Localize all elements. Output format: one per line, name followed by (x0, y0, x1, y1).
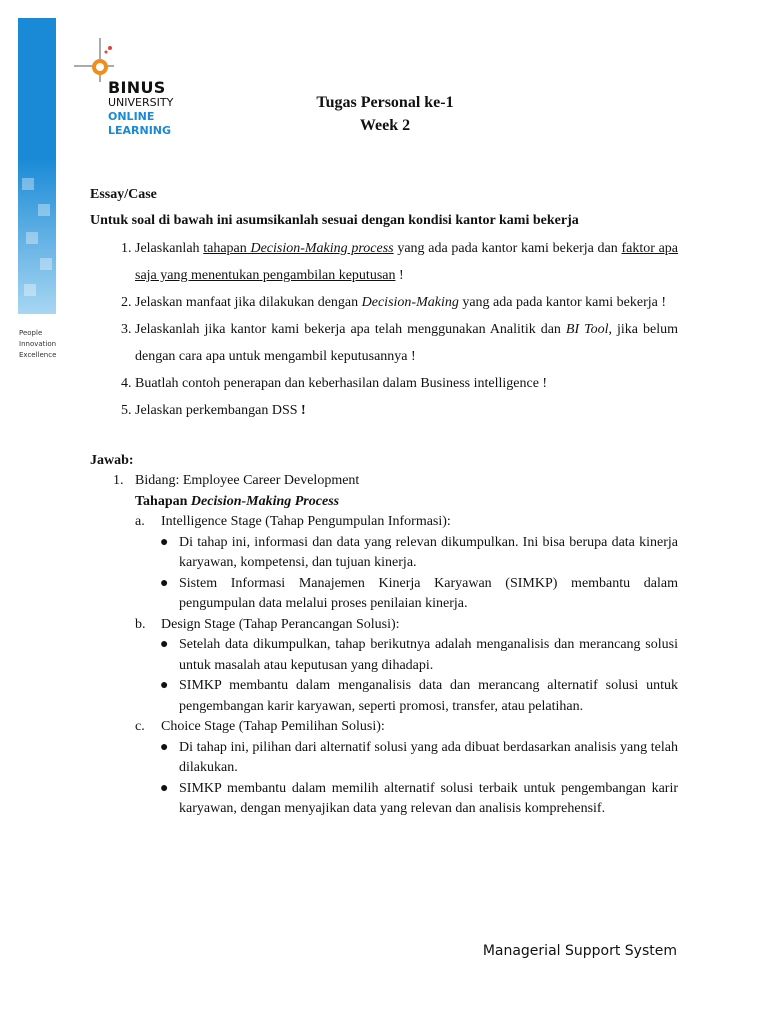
answer-item-1 (90, 471, 678, 820)
stage-title: Intelligence Stage (Tahap Pengumpulan Informasi): (161, 514, 451, 529)
tagline-innovation: Innovation (19, 340, 57, 348)
binus-logo (74, 38, 194, 142)
question-5: 5. Jelaskan perkembangan DSS ! (135, 397, 678, 424)
bullet-icon: ● (160, 739, 169, 755)
decor-square (38, 204, 50, 216)
question-3: 3. Jelaskanlah jika kantor kami bekerja apa telah menggunakan Analitik dan BI Tool, jika belum dengan cara apa untuk mengambil keputusannya ! (135, 316, 678, 370)
section-label: Essay/Case (90, 187, 157, 202)
stage-a: a. Intelligence Stage (Tahap Pengumpulan Informasi): (135, 514, 451, 529)
question-2: 2. Jelaskan manfaat jika dilakukan dengan Decision-Making yang ada pada kantor kami bekerja ! (135, 289, 678, 316)
list-item: ● Di tahap ini, informasi dan data yang relevan dikumpulkan. Ini bisa berupa data kinerja karyawan, kompetensi, dan tujuan kinerja. (160, 534, 678, 570)
list-item: ● Setelah data dikumpulkan, tahap berikutnya adalah menganalisis dan merancang solusi untuk masalah atau keputusan yang dihadapi. (160, 637, 678, 673)
section-instruction: Untuk soal di bawah ini asumsikanlah sesuai dengan kondisi kantor kami bekerja (90, 213, 579, 228)
bullet-icon: ● (160, 637, 169, 652)
logo-online-text: ONLINE (108, 110, 155, 123)
document-body (90, 185, 678, 820)
list-item: ● SIMKP membantu dalam memilih alternatif solusi terbaik untuk pengembangan karir karyawan, dengan menyajikan data yang relevan dan analisis komprehensif. (160, 780, 678, 816)
list-item: ● Sistem Informasi Manajemen Kinerja Karyawan (SIMKP) membantu dalam pengumpulan data melalui proses penilaian kinerja. (160, 575, 678, 611)
stage-title: Design Stage (Tahap Perancangan Solusi): (161, 616, 400, 632)
answer-field: Bidang: Employee Career Development (135, 473, 360, 488)
answer-number: 1. (113, 473, 124, 488)
question-4: 4. Buatlah contoh penerapan dan keberhasilan dalam Business intelligence ! (135, 370, 678, 397)
decor-square (22, 178, 34, 190)
answer-label: Jawab: (90, 453, 134, 468)
page-subtitle: Week 2 (359, 117, 411, 134)
bullet-icon: ● (160, 534, 169, 550)
stage-c: c. Choice Stage (Tahap Pemilihan Solusi): (135, 719, 385, 734)
stage-b: b. Design Stage (Tahap Perancangan Solusi): (135, 616, 400, 632)
binus-logo-icon (74, 38, 114, 82)
stage-title: Choice Stage (Tahap Pemilihan Solusi): (161, 719, 385, 734)
page-title: Tugas Personal ke-1 (316, 94, 454, 111)
answer-heading: Tahapan Decision-Making Process (135, 493, 340, 509)
bullet-icon: ● (160, 678, 169, 693)
logo-learning-text: LEARNING (108, 124, 172, 137)
list-item: ● SIMKP membantu dalam menganalisis data dan merancang alternatif solusi untuk pengembangan karir karyawan, seperti promosi, transfer, atau pelatihan. (160, 678, 678, 714)
question-list (90, 235, 678, 424)
tagline-excellence: Excellence (19, 351, 57, 359)
list-item: ● Di tahap ini, pilihan dari alternatif solusi yang ada dibuat berdasarkan analisis yang telah dilakukan. (160, 739, 678, 775)
tagline-people: People (19, 329, 43, 337)
logo-binus-text: BINUS (108, 78, 166, 97)
tagline (19, 328, 56, 361)
footer-text: Managerial Support System (482, 943, 677, 959)
answer-field-line (113, 471, 678, 492)
decor-square (26, 232, 38, 244)
question-1: 1. Jelaskanlah tahapan Decision-Making process yang ada pada kantor kami bekerja dan faktor apa saja yang menentukan pengambilan keputusan ! (135, 235, 678, 289)
bullet-icon: ● (160, 780, 169, 796)
decor-square (40, 258, 52, 270)
decor-square (24, 284, 36, 296)
side-decoration-bar (18, 18, 56, 314)
logo-university-text: UNIVERSITY (108, 96, 174, 109)
bullet-icon: ● (160, 575, 169, 591)
